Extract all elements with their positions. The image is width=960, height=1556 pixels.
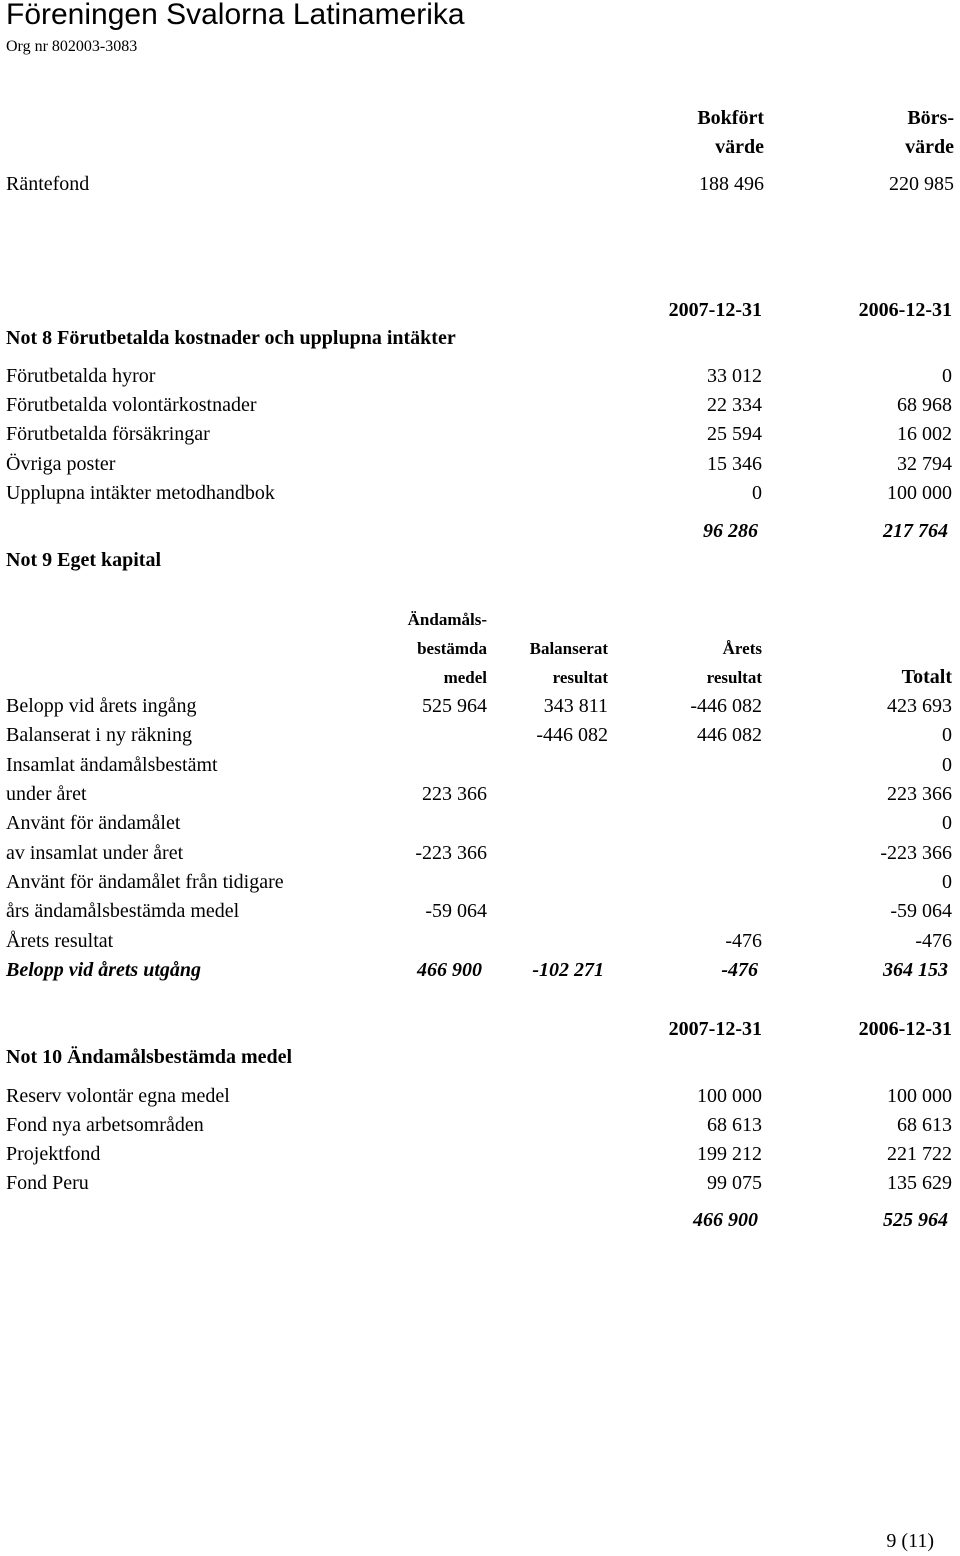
table-cell: 0 [942, 812, 952, 834]
table-cell: 446 082 [697, 724, 762, 746]
table-cell: 25 594 [707, 423, 762, 445]
table-cell: 68 613 [897, 1114, 952, 1136]
table-cell: -446 082 [690, 695, 762, 717]
table-cell: 0 [942, 365, 952, 387]
table-cell: 100 000 [887, 482, 952, 504]
table-row-label: Belopp vid årets ingång [6, 695, 197, 717]
table-row-label: Fond Peru [6, 1172, 89, 1194]
table-cell: -476 [725, 930, 762, 952]
table-cell: 221 722 [887, 1143, 952, 1165]
table-cell: 100 000 [697, 1085, 762, 1107]
table-cell: 0 [942, 871, 952, 893]
note10-date-current: 2007-12-31 [668, 1018, 762, 1040]
equity-total-col3: -476 [721, 959, 758, 981]
table-row-label: Balanserat i ny räkning [6, 724, 193, 746]
market-value-header-line2: värde [905, 136, 954, 158]
table-cell: 33 012 [707, 365, 762, 387]
table-row-label: Förutbetalda volontärkostnader [6, 394, 257, 416]
table-cell: 68 968 [897, 394, 952, 416]
note8-total-current: 96 286 [703, 520, 758, 542]
table-cell: 100 000 [887, 1085, 952, 1107]
note9-title: Not 9 Eget kapital [6, 549, 161, 571]
table-cell: 0 [752, 482, 762, 504]
equity-col2-header-line1: Balanserat [529, 639, 608, 658]
table-row-label: Projektfond [6, 1143, 101, 1165]
table-cell: -476 [915, 930, 952, 952]
table-cell: -223 366 [415, 842, 487, 864]
table-cell: 223 366 [887, 783, 952, 805]
note10-date-previous: 2006-12-31 [858, 1018, 952, 1040]
table-cell: -59 064 [890, 900, 952, 922]
table-cell: 16 002 [897, 423, 952, 445]
equity-col3-header-line1: Årets [722, 639, 762, 658]
table-cell: -223 366 [880, 842, 952, 864]
note8-date-previous: 2006-12-31 [858, 299, 952, 321]
market-value-header-line1: Börs- [907, 107, 954, 129]
equity-total-col2: -102 271 [532, 959, 604, 981]
note10-title: Not 10 Ändamålsbestämda medel [6, 1046, 293, 1068]
equity-col1-header-line3: medel [443, 668, 487, 687]
table-row-label: Använt för ändamålet [6, 812, 181, 834]
note10-total-current: 466 900 [693, 1209, 758, 1231]
page-number: 9 (11) [886, 1530, 934, 1552]
table-cell: -59 064 [425, 900, 487, 922]
table-cell: 68 613 [707, 1114, 762, 1136]
book-value-header-line2: värde [715, 136, 764, 158]
note8-title: Not 8 Förutbetalda kostnader och upplupna intäkter [6, 327, 456, 349]
table-cell: 22 334 [707, 394, 762, 416]
table-cell: 15 346 [707, 453, 762, 475]
table-cell: 199 212 [697, 1143, 762, 1165]
equity-col4-header: Totalt [901, 666, 952, 688]
table-cell: -446 082 [536, 724, 608, 746]
table-cell: 0 [942, 754, 952, 776]
note8-total-previous: 217 764 [883, 520, 948, 542]
table-cell: 525 964 [422, 695, 487, 717]
note10-total-previous: 525 964 [883, 1209, 948, 1231]
table-row-label: års ändamålsbestämda medel [6, 900, 240, 922]
fund-row-book-value: 188 496 [699, 173, 764, 195]
equity-total-label: Belopp vid årets utgång [6, 959, 202, 981]
note8-date-current: 2007-12-31 [668, 299, 762, 321]
table-row-label: Förutbetalda hyror [6, 365, 156, 387]
table-row-label: Upplupna intäkter metodhandbok [6, 482, 275, 504]
equity-col2-header-line2: resultat [552, 668, 608, 687]
table-cell: 99 075 [707, 1172, 762, 1194]
table-row-label: under året [6, 783, 87, 805]
table-row-label: Förutbetalda försäkringar [6, 423, 210, 445]
equity-col1-header-line2: bestämda [417, 639, 487, 658]
table-cell: 343 811 [543, 695, 608, 717]
organization-number: Org nr 802003-3083 [6, 38, 138, 55]
table-row-label: Fond nya arbetsområden [6, 1114, 204, 1136]
equity-total-col4: 364 153 [883, 959, 948, 981]
table-cell: 0 [942, 724, 952, 746]
table-cell: 223 366 [422, 783, 487, 805]
equity-col3-header-line2: resultat [706, 668, 762, 687]
equity-col1-header-line1: Ändamåls- [407, 610, 487, 629]
fund-row-market-value: 220 985 [889, 173, 954, 195]
table-row-label: Använt för ändamålet från tidigare [6, 871, 284, 893]
equity-total-col1: 466 900 [417, 959, 482, 981]
table-row-label: Reserv volontär egna medel [6, 1085, 230, 1107]
table-row-label: av insamlat under året [6, 842, 184, 864]
organization-name: Föreningen Svalorna Latinamerika [6, 0, 465, 31]
table-row-label: Årets resultat [6, 930, 114, 952]
table-row-label: Insamlat ändamålsbestämt [6, 754, 218, 776]
table-cell: 423 693 [887, 695, 952, 717]
table-cell: 135 629 [887, 1172, 952, 1194]
table-row-label: Övriga poster [6, 453, 116, 475]
fund-row-label: Räntefond [6, 173, 90, 195]
book-value-header-line1: Bokfört [697, 107, 764, 129]
table-cell: 32 794 [897, 453, 952, 475]
